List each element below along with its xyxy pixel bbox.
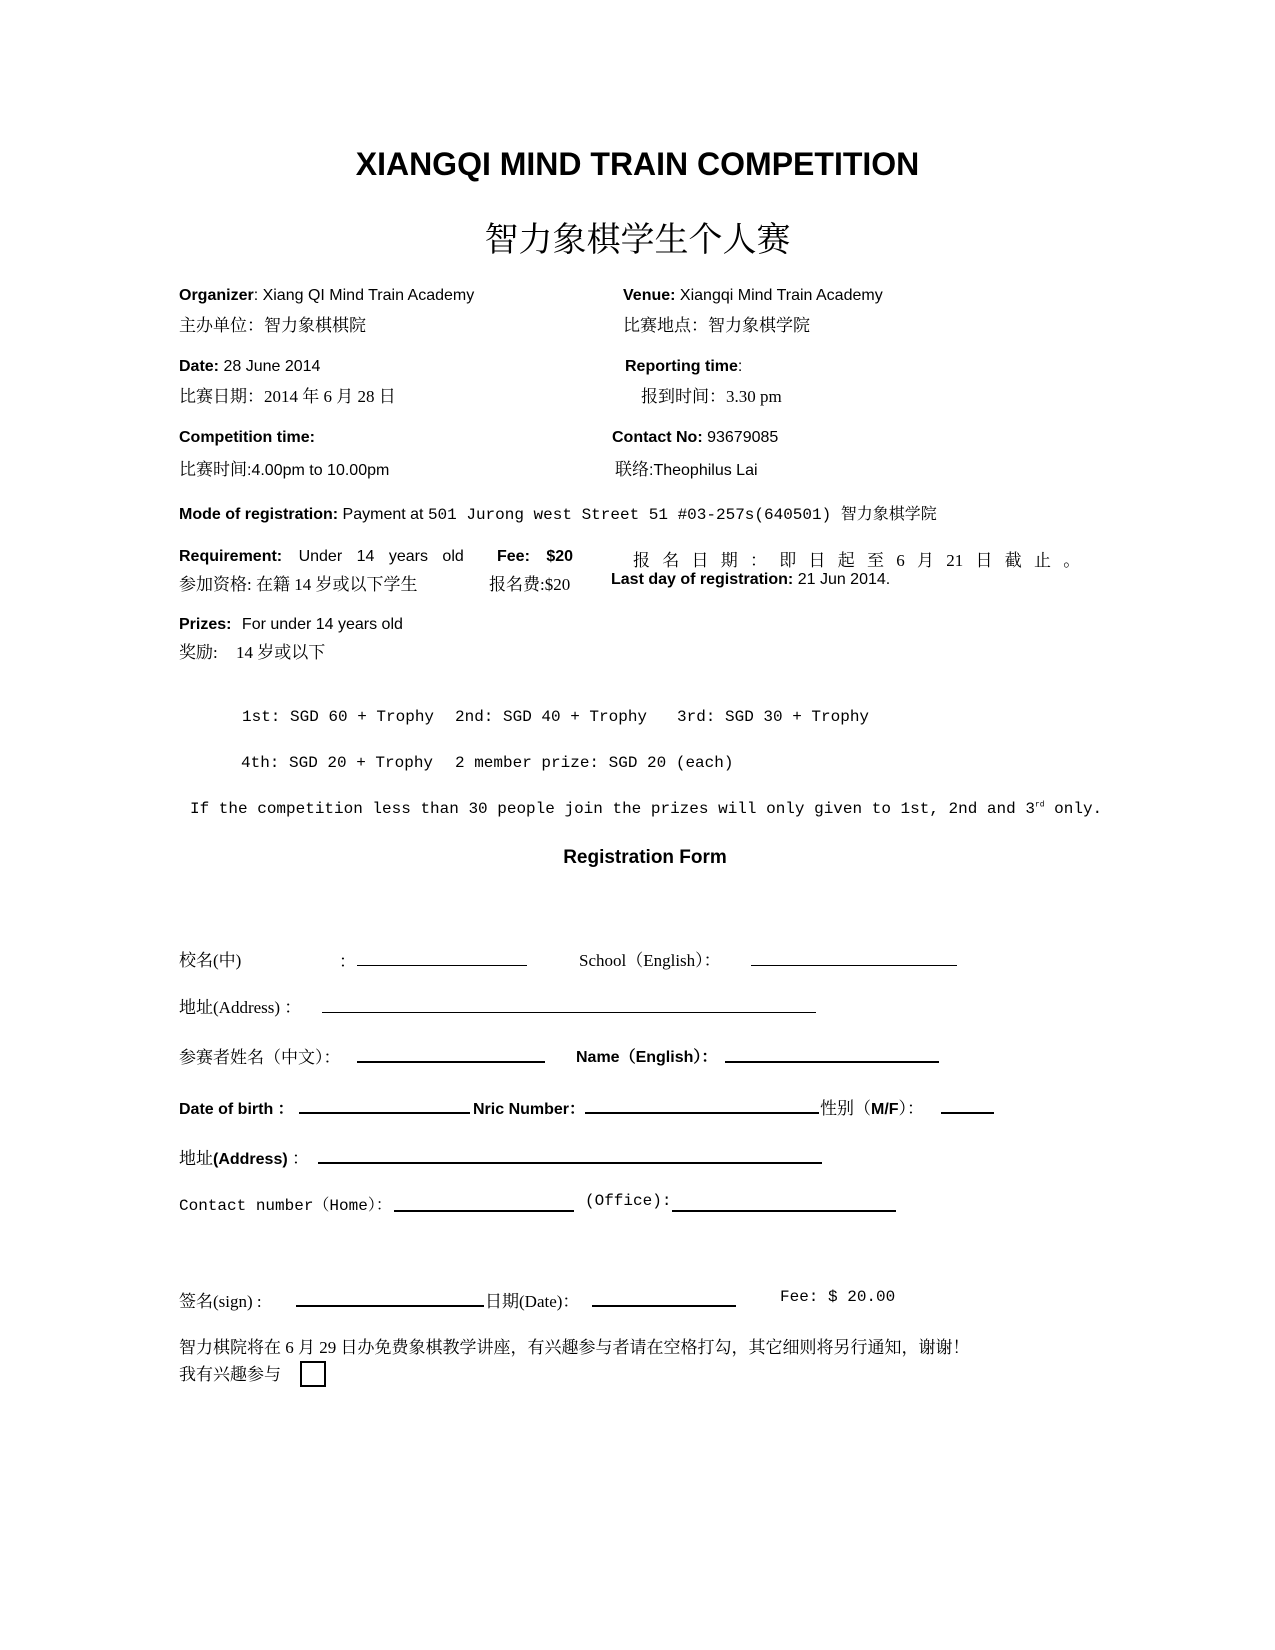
address2-colon: ： <box>287 1149 309 1168</box>
date-cn: 比赛日期：2014 年 6 月 28 日 <box>179 387 396 406</box>
gender-label-cn: 性别（ <box>820 1099 871 1118</box>
fee-label: Fee: <box>497 548 530 565</box>
school-cn-field[interactable] <box>357 964 527 966</box>
interest-label: 我有兴趣参与 <box>179 1365 281 1384</box>
address2-label-cn: 地址 <box>179 1149 213 1168</box>
prizes-cn-label: 奖励: <box>179 643 218 662</box>
seminar-note: 智力棋院将在 6 月 29 日办免费象棋教学讲座，有兴趣参与者请在空格打勾，其它细则将另行通知，谢谢！ <box>179 1338 970 1357</box>
gender-label-end: ）： <box>898 1099 925 1118</box>
prize-second: 2nd: SGD 40 + Trophy <box>455 708 648 726</box>
prize-note-text: If the competition less than 30 people join the prizes will only given to 1st, 2nd and 3 <box>190 800 1035 818</box>
school-cn-colon: ： <box>339 952 356 971</box>
contact-office-field[interactable] <box>672 1209 896 1212</box>
venue-label: Venue: <box>623 287 676 304</box>
reporting-cn: 报到时间：3.30 pm <box>641 387 782 406</box>
school-en-label: School（English）： <box>579 951 721 970</box>
competition-time-cn <box>179 455 389 480</box>
sign-date-field[interactable] <box>592 1304 736 1307</box>
name-en-label <box>576 1044 717 1067</box>
name-en-label-text: Name（English）： <box>576 1049 718 1066</box>
prizes-value: For under 14 years old <box>241 616 403 633</box>
sign-date-label: 日期(Date)： <box>485 1292 580 1311</box>
mode-of-registration <box>179 501 937 524</box>
fee-line <box>497 548 573 566</box>
mode-label: Mode of registration: <box>179 506 339 523</box>
contact-line <box>612 429 778 447</box>
form-fee: Fee: $ 20.00 <box>780 1288 896 1306</box>
name-en-field[interactable] <box>725 1060 939 1063</box>
contact-cn-label: 联络 <box>615 460 649 479</box>
requirement-cn: 参加资格: 在籍 14 岁或以下学生 <box>179 575 418 594</box>
contact-home-label: Contact number（Home）： <box>179 1197 392 1215</box>
sign-field[interactable] <box>296 1304 484 1307</box>
organizer-cn: 主办单位：智力象棋棋院 <box>179 316 366 335</box>
prize-fourth: 4th: SGD 20 + Trophy <box>241 754 434 772</box>
competition-time-cn-value: :4.00pm to 10.00pm <box>247 462 390 479</box>
registration-form-heading: Registration Form <box>563 847 727 868</box>
organizer-value: : Xiang QI Mind Train Academy <box>253 287 475 304</box>
mode-address: 501 Jurong west Street 51 #03-257s(640501) 智力象棋学院 <box>427 506 937 524</box>
prize-note-suffix: only. <box>1044 800 1103 818</box>
organizer-label: Organizer <box>179 287 254 304</box>
reporting-colon: : <box>737 358 743 375</box>
gender-label-mf: M/F <box>871 1101 899 1118</box>
prizes-cn-value: 14 岁或以下 <box>235 643 326 662</box>
dob-label: Date of birth ： <box>179 1101 294 1118</box>
prize-note <box>190 800 1102 818</box>
address2-label <box>179 1144 309 1169</box>
competition-time-label: Competition time: <box>179 429 315 446</box>
address-label: 地址(Address) ： <box>179 998 302 1017</box>
name-cn-field[interactable] <box>357 1060 545 1063</box>
requirement-label: Requirement: <box>179 548 283 565</box>
venue-value: Xiangqi Mind Train Academy <box>675 287 883 304</box>
prize-third: 3rd: SGD 30 + Trophy <box>677 708 870 726</box>
address2-label-en: (Address) <box>213 1151 288 1168</box>
nric-field[interactable] <box>585 1111 819 1114</box>
nric-label: Nric Number： <box>473 1101 586 1118</box>
dob-field[interactable] <box>299 1111 470 1114</box>
last-day-line <box>611 571 890 589</box>
requirement-value: Under 14 years old <box>298 548 464 565</box>
interest-checkbox[interactable] <box>300 1361 326 1387</box>
address-field[interactable] <box>322 1011 816 1013</box>
page-subtitle-cn: 智力象棋学生个人赛 <box>484 222 791 259</box>
competition-time-cn-label: 比赛时间 <box>179 460 247 479</box>
date-value: 28 June 2014 <box>219 358 321 375</box>
prizes-cn-line <box>179 638 325 663</box>
page-title: XIANGQI MIND TRAIN COMPETITION <box>355 146 920 182</box>
prize-note-sup: rd <box>1034 800 1045 810</box>
contact-cn-value: :Theophilus Lai <box>649 462 758 479</box>
prizes-line <box>179 616 403 634</box>
prizes-label: Prizes: <box>179 616 232 633</box>
name-cn-label: 参赛者姓名（中文）： <box>179 1048 341 1067</box>
school-cn-label: 校名(中) <box>179 951 242 970</box>
gender-label <box>820 1094 924 1119</box>
gender-field[interactable] <box>941 1111 994 1114</box>
school-en-field[interactable] <box>751 964 957 966</box>
organizer-line <box>179 287 474 305</box>
reporting-line <box>625 358 742 376</box>
venue-line <box>623 287 883 305</box>
registration-deadline-cn: 报 名 日 期 ： 即 日 起 至 6 月 21 日 截 止 。 <box>633 551 1081 570</box>
requirement-line <box>179 548 464 566</box>
prize-first: 1st: SGD 60 + Trophy <box>242 708 435 726</box>
mode-value: Payment at <box>338 506 424 523</box>
venue-cn: 比赛地点：智力象棋学院 <box>623 316 810 335</box>
contact-value: 93679085 <box>702 429 779 446</box>
reporting-label: Reporting time <box>625 358 738 375</box>
contact-cn <box>615 455 758 480</box>
fee-value: $20 <box>546 548 574 565</box>
fee-cn: 报名费:$20 <box>489 575 571 594</box>
contact-label: Contact No: <box>612 429 703 446</box>
contact-home-field[interactable] <box>394 1209 574 1212</box>
last-day-value: 21 Jun 2014. <box>793 571 891 588</box>
sign-label: 签名(sign) : <box>179 1292 262 1311</box>
date-line <box>179 358 320 376</box>
contact-office-label: (Office): <box>585 1192 672 1210</box>
prize-member: 2 member prize: SGD 20 (each) <box>455 754 734 772</box>
date-label: Date: <box>179 358 220 375</box>
address2-field[interactable] <box>318 1161 822 1164</box>
last-day-label: Last day of registration: <box>611 571 794 588</box>
